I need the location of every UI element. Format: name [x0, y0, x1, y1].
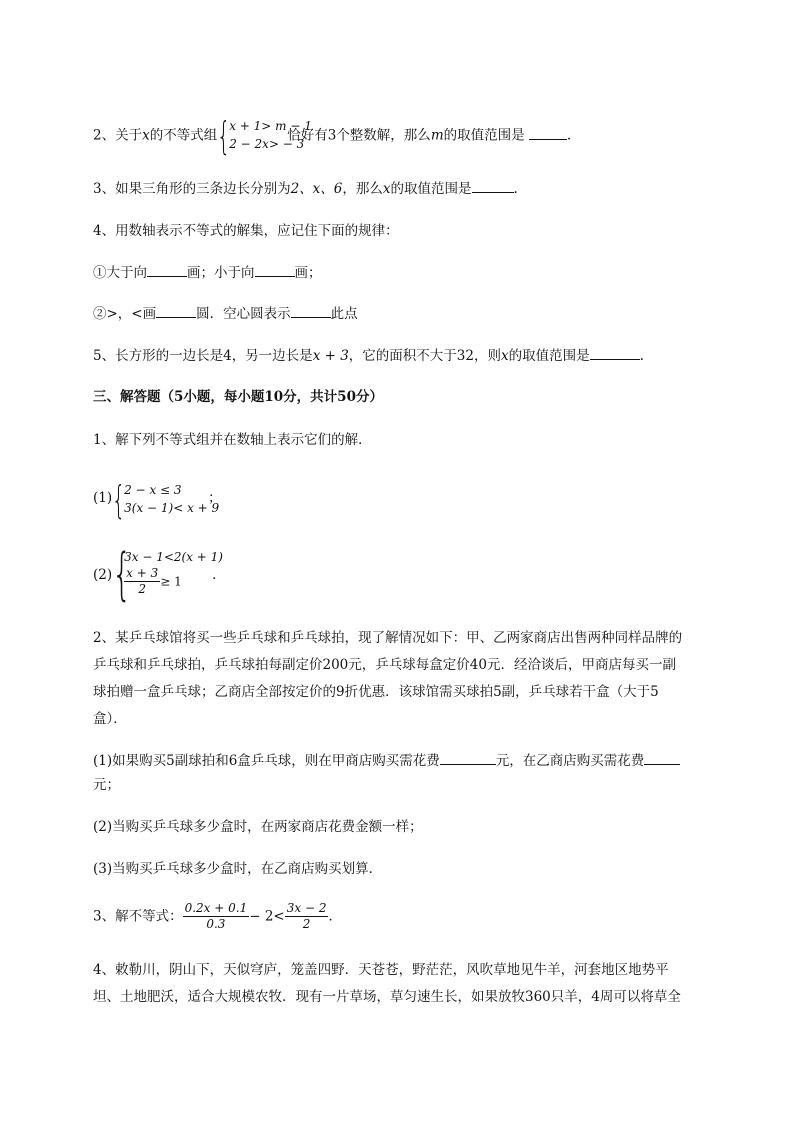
section-3-title: 三、解答题（5小题，每小题10分，共计50分）	[93, 389, 383, 405]
q2-answer-blank	[529, 125, 567, 140]
problem-2-line-1: 2、某乒乓球馆将买一些乒乓球和乒乓球拍，现了解情况如下：甲、乙两家商店出售两种同样品牌的	[93, 630, 683, 646]
p2-sub1a: (1)如果购买5副球拍和6盒乒乓球，则在甲商店购买需花费	[93, 753, 440, 769]
q5-answer-blank	[590, 345, 640, 360]
q5-expr: x + 3	[312, 348, 349, 364]
p1-s2-row1: 3x − 1<2(x + 1)	[124, 550, 223, 564]
q2-tail2: 个整数解，那么	[336, 127, 431, 144]
p1-s2-end: ．	[212, 567, 226, 583]
q5-a: 4	[223, 348, 232, 364]
q4-rule2b: 圆．空心圆表示	[196, 306, 291, 322]
problem-1: 1、解下列不等式组并在数轴上表示它们的解．	[93, 432, 372, 448]
q5-var: x	[500, 348, 509, 364]
q2-tail: 恰好有	[287, 127, 328, 144]
q2-row2: 2 − 2x> − 3	[229, 137, 305, 151]
q5-lead: 5、长方形的一边长是	[93, 348, 224, 364]
q4-rule1a: ①大于向	[93, 265, 147, 281]
q5-mid3: ，则	[473, 348, 501, 364]
q2-mid: 的不等式组	[149, 127, 218, 144]
p3-mid: − 2<	[249, 908, 285, 925]
p2-blank-2	[644, 750, 680, 765]
q4-blank-4	[291, 303, 331, 318]
q4-rule2c: 此点	[330, 306, 358, 322]
problem-2-line-3: 球拍赠一盒乒乓球；乙商店全部按定价的9折优惠．该球馆需买球拍5副，乒乓球若干盒（大于5	[93, 684, 659, 700]
q4-blank-2	[255, 262, 295, 277]
q5-n: 32	[456, 348, 474, 364]
p1-s1-end: ；	[208, 490, 222, 506]
problem-4-line-1: 4、敕勒川，阴山下，天似穹庐，笼盖四野．天苍苍，野茫茫，风吹草地见牛羊，河套地区地势平	[93, 962, 669, 978]
brace-icon: {	[112, 477, 126, 522]
p1-s2-label: (2)	[93, 567, 113, 583]
p1-s2-system	[112, 542, 223, 607]
brace-icon: {	[112, 542, 132, 607]
question-4-rule-2	[93, 303, 358, 324]
problem-1-system-1	[93, 477, 222, 522]
p2-sub1b: 元，在乙商店购买需花费	[495, 753, 645, 769]
problem-2-sub-3: (3)当购买乒乓球多少盒时，在乙商店购买划算．	[93, 861, 383, 877]
q3-end: .	[513, 181, 518, 197]
q3-sides: 2、x、6	[290, 181, 343, 197]
question-4-rule-1	[93, 262, 322, 283]
q2-lead: 2、关于	[93, 127, 143, 144]
q4-blank-3	[156, 303, 196, 318]
problem-2-sub-2: (2)当购买乒乓球多少盒时，在两家商店花费金额一样；	[93, 819, 423, 835]
p3-fraction-2	[285, 901, 329, 932]
q2-m: m	[430, 127, 444, 144]
p1-s2-num: x + 3	[126, 566, 159, 580]
q3-mid: ，那么	[342, 181, 383, 197]
p3-num1: 0.2x + 0.1	[184, 901, 248, 915]
problem-2-line-4: 盒）．	[93, 711, 127, 727]
q2-row1: x + 1> m − 1	[229, 119, 312, 133]
q3-answer-blank	[472, 178, 514, 193]
brace-icon: {	[217, 114, 231, 158]
p1-s1-label: (1)	[93, 490, 113, 506]
q2-var: x	[142, 127, 150, 144]
q4-rule1c: 画；	[294, 265, 322, 281]
question-3	[93, 178, 518, 199]
q4-rule1b: 画；小于向	[187, 265, 255, 281]
q2-count: 3	[327, 127, 337, 144]
q4-blank-1	[147, 262, 187, 277]
question-5	[93, 345, 644, 366]
p1-s2-ge: ≥ 1	[160, 574, 182, 589]
q3-lead: 3、如果三角形的三条边长分别为	[93, 181, 291, 197]
problem-4-line-2: 坦、土地肥沃，适合大规模农牧．现有一片草场，草匀速生长，如果放牧360只羊，4周可以将草全	[93, 989, 681, 1005]
problem-2-sub-1	[93, 750, 680, 771]
q2-tail3: 的取值范围是	[443, 127, 525, 144]
problem-2-sub-1-end: 元；	[93, 777, 120, 793]
q5-tail: 的取值范围是	[508, 348, 590, 364]
q5-end: .	[639, 348, 644, 364]
problem-1-system-2	[93, 542, 226, 607]
p1-s1-row2: 3(x − 1)< x + 9	[124, 500, 220, 515]
question-2	[93, 114, 572, 158]
p3-den1: 0.3	[206, 917, 226, 931]
p1-s1-row1: 2 − x ≤ 3	[124, 482, 182, 497]
problem-2-line-2: 乒乓球和乒乓球拍，乒乓球拍每副定价200元，乒乓球每盒定价40元．经洽谈后，甲商店每买一副	[93, 657, 676, 673]
p1-s2-den: 2	[138, 582, 146, 596]
p3-lead: 3、解不等式：	[93, 908, 183, 925]
problem-3	[93, 898, 342, 935]
q2-end: .	[566, 127, 572, 144]
p3-num2: 3x − 2	[286, 901, 327, 915]
p3-end: ．	[328, 908, 342, 925]
p3-den2: 2	[302, 917, 311, 931]
q5-mid2: ，它的面积不大于	[348, 348, 457, 364]
q3-var: x	[382, 181, 391, 197]
p2-blank-1	[440, 750, 496, 765]
q3-tail: 的取值范围是	[390, 181, 472, 197]
p3-fraction-1	[183, 901, 250, 932]
q5-mid: ，另一边长是	[231, 348, 313, 364]
q4-rule2a: ②>，<画	[93, 306, 157, 322]
question-4: 4、用数轴表示不等式的解集，应记住下面的规律：	[93, 223, 399, 239]
p1-s1-system	[112, 477, 220, 522]
